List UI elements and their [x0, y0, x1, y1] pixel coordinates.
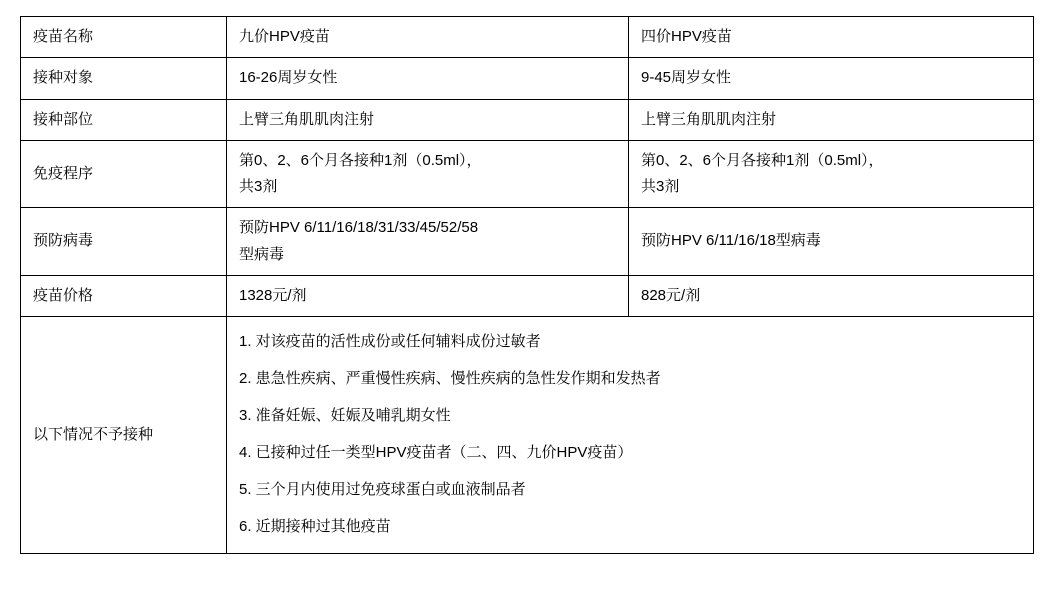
table-row-contraindications: [21, 317, 1034, 554]
row-label-text: 接种部位: [33, 110, 94, 128]
cell-line: 共3剂: [641, 178, 680, 195]
cell-line: 1328元/剂: [239, 286, 307, 304]
row-value-nine: [227, 99, 629, 140]
row-value-nine: [227, 17, 629, 58]
cell-lines: [641, 228, 1023, 254]
row-value-four: [629, 275, 1034, 316]
row-label-text: 疫苗价格: [33, 286, 94, 304]
cell-line: 第0、2、6个月各接种1剂（0.5ml），: [239, 151, 482, 169]
contraindications-cell: [227, 317, 1034, 554]
row-label: [21, 317, 227, 554]
row-label: [21, 58, 227, 99]
cell-line: 9-45周岁女性: [641, 69, 732, 87]
table-row: [21, 208, 1034, 276]
row-value-four: [629, 17, 1034, 58]
row-value-four: [629, 140, 1034, 208]
cell-lines: [239, 107, 618, 133]
cell-line: 九价HPV疫苗: [239, 28, 330, 45]
list-item: 3. 准备妊娠、妊娠及哺乳期女性: [239, 407, 451, 424]
list-item: 2. 患急性疾病、严重慢性疾病、慢性疾病的急性发作期和发热者: [239, 370, 661, 387]
cell-lines: [239, 65, 618, 91]
row-label-text: 接种对象: [33, 69, 94, 87]
row-label: [21, 208, 227, 276]
row-label-text: 疫苗名称: [33, 28, 94, 45]
list-item: 5. 三个月内使用过免疫球蛋白或血液制品者: [239, 481, 526, 498]
row-label-text: 以下情况不予接种: [33, 425, 154, 443]
contraindications-list: [239, 324, 1023, 546]
table-body: [21, 17, 1034, 554]
list-item: 1. 对该疫苗的活性成份或任何辅料成份过敏者: [239, 333, 541, 350]
row-value-four: [629, 99, 1034, 140]
row-label: [21, 99, 227, 140]
cell-line: 预防HPV 6/11/16/18型病毒: [641, 232, 821, 250]
cell-lines: [239, 215, 618, 268]
cell-lines: [641, 107, 1023, 133]
cell-line: 828元/剂: [641, 286, 701, 304]
cell-lines: [239, 24, 618, 50]
row-value-four: [629, 58, 1034, 99]
row-label: [21, 17, 227, 58]
cell-line: 预防HPV 6/11/16/18/31/33/45/52/58: [239, 219, 479, 237]
cell-line: 共3剂: [239, 178, 278, 195]
table-row: [21, 17, 1034, 58]
cell-line: 上臂三角肌肌肉注射: [641, 110, 777, 128]
row-value-four: [629, 208, 1034, 276]
cell-line: 四价HPV疫苗: [641, 28, 732, 45]
cell-lines: [239, 148, 618, 201]
cell-lines: [641, 283, 1023, 309]
row-value-nine: [227, 58, 629, 99]
row-label-text: 预防病毒: [33, 232, 94, 250]
table-row: [21, 140, 1034, 208]
list-item: 6. 近期接种过其他疫苗: [239, 518, 391, 535]
vaccine-comparison-table: [20, 16, 1034, 554]
cell-lines: [641, 65, 1023, 91]
cell-line: 第0、2、6个月各接种1剂（0.5ml），: [641, 151, 884, 169]
cell-line: 型病毒: [239, 245, 285, 263]
table-row: [21, 58, 1034, 99]
row-value-nine: [227, 208, 629, 276]
row-label: [21, 275, 227, 316]
row-label: [21, 140, 227, 208]
table-row: [21, 99, 1034, 140]
list-item: 4. 已接种过任一类型HPV疫苗者（二、四、九价HPV疫苗）: [239, 444, 633, 461]
cell-line: 上臂三角肌肌肉注射: [239, 110, 375, 128]
table-row: [21, 275, 1034, 316]
cell-line: 16-26周岁女性: [239, 69, 338, 87]
row-label-text: 免疫程序: [33, 164, 94, 182]
row-value-nine: [227, 275, 629, 316]
row-value-nine: [227, 140, 629, 208]
cell-lines: [239, 283, 618, 309]
cell-lines: [641, 148, 1023, 201]
cell-lines: [641, 24, 1023, 50]
